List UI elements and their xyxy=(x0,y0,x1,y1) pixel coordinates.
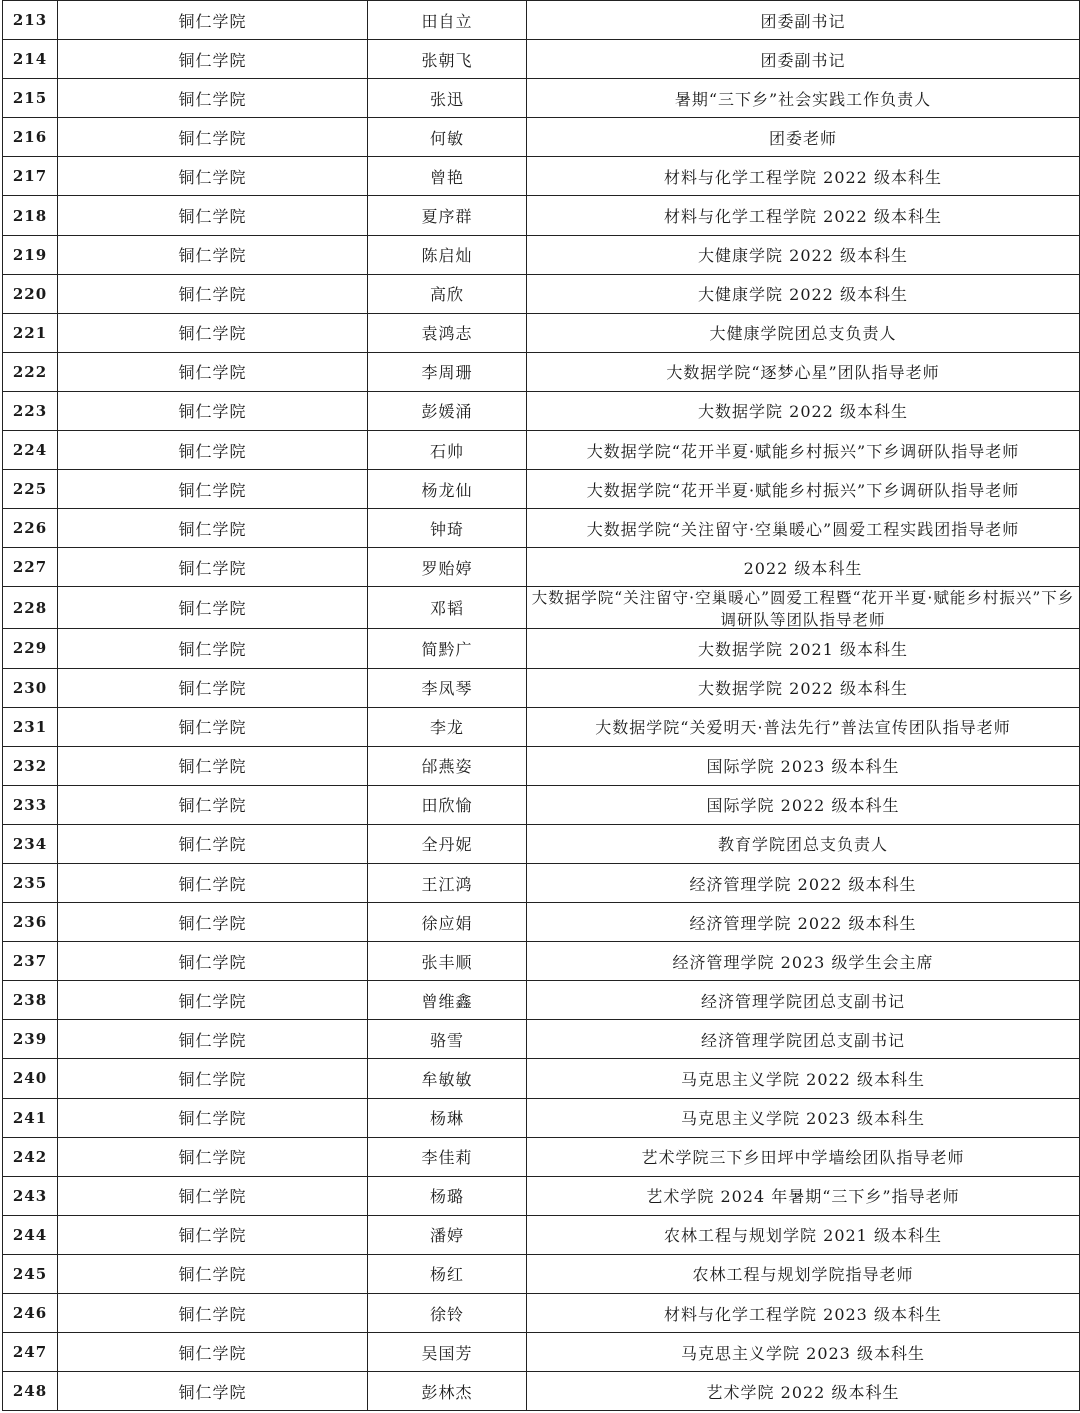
person-name-cell: 牟敏敏 xyxy=(368,1059,527,1098)
table-row xyxy=(3,431,1080,470)
row-number-cell: 238 xyxy=(3,981,58,1020)
school-cell: 铜仁学院 xyxy=(58,1098,368,1137)
person-name-cell: 罗贻婷 xyxy=(368,548,527,587)
school-cell: 铜仁学院 xyxy=(58,352,368,391)
school-cell: 铜仁学院 xyxy=(58,1333,368,1372)
row-number-cell: 240 xyxy=(3,1059,58,1098)
row-number-cell: 226 xyxy=(3,509,58,548)
school-cell: 铜仁学院 xyxy=(58,981,368,1020)
role-cell: 农林工程与规划学院 2021 级本科生 xyxy=(527,1215,1080,1254)
person-name-cell: 简黔广 xyxy=(368,629,527,668)
table-row xyxy=(3,629,1080,668)
row-number-cell: 241 xyxy=(3,1098,58,1137)
row-number-cell: 230 xyxy=(3,668,58,707)
table-row xyxy=(3,118,1080,157)
school-cell: 铜仁学院 xyxy=(58,274,368,313)
role-cell xyxy=(527,587,1080,629)
row-number-cell: 246 xyxy=(3,1294,58,1333)
table-row xyxy=(3,746,1080,785)
role-cell: 材料与化学工程学院 2022 级本科生 xyxy=(527,196,1080,235)
role-cell: 大数据学院 2022 级本科生 xyxy=(527,391,1080,430)
school-cell: 铜仁学院 xyxy=(58,548,368,587)
table-row xyxy=(3,548,1080,587)
table-row xyxy=(3,668,1080,707)
school-cell: 铜仁学院 xyxy=(58,313,368,352)
row-number-cell: 237 xyxy=(3,942,58,981)
row-number-cell: 239 xyxy=(3,1020,58,1059)
table-row xyxy=(3,1059,1080,1098)
person-name-cell: 张朝飞 xyxy=(368,40,527,79)
table-row xyxy=(3,274,1080,313)
row-number-cell: 214 xyxy=(3,40,58,79)
table-row xyxy=(3,1098,1080,1137)
table-row xyxy=(3,1215,1080,1254)
row-number-cell: 231 xyxy=(3,707,58,746)
table-row xyxy=(3,1333,1080,1372)
person-name-cell: 曾艳 xyxy=(368,157,527,196)
table-row xyxy=(3,1294,1080,1333)
row-number-cell: 215 xyxy=(3,79,58,118)
school-cell: 铜仁学院 xyxy=(58,942,368,981)
role-cell: 农林工程与规划学院指导老师 xyxy=(527,1254,1080,1293)
table-row xyxy=(3,470,1080,509)
person-name-cell: 曾维鑫 xyxy=(368,981,527,1020)
person-name-cell: 杨琳 xyxy=(368,1098,527,1137)
school-cell: 铜仁学院 xyxy=(58,1059,368,1098)
row-number-cell: 218 xyxy=(3,196,58,235)
person-name-cell: 田自立 xyxy=(368,1,527,40)
row-number-cell: 219 xyxy=(3,235,58,274)
school-cell: 铜仁学院 xyxy=(58,668,368,707)
row-number-cell: 234 xyxy=(3,824,58,863)
role-cell: 大健康学院 2022 级本科生 xyxy=(527,274,1080,313)
school-cell: 铜仁学院 xyxy=(58,470,368,509)
row-number-cell: 244 xyxy=(3,1215,58,1254)
role-cell: 团委老师 xyxy=(527,118,1080,157)
school-cell: 铜仁学院 xyxy=(58,509,368,548)
role-cell: 大数据学院“花开半夏·赋能乡村振兴”下乡调研队指导老师 xyxy=(527,470,1080,509)
role-cell: 大数据学院 2022 级本科生 xyxy=(527,668,1080,707)
person-name-cell: 陈启灿 xyxy=(368,235,527,274)
table-row xyxy=(3,981,1080,1020)
table-row xyxy=(3,863,1080,902)
role-text: 大数据学院“关注留守·空巢暖心”圆爱工程暨“花开半夏·赋能乡村振兴”下乡调研队等团队指导老师 xyxy=(531,589,1075,629)
school-cell: 铜仁学院 xyxy=(58,1137,368,1176)
row-number-cell: 217 xyxy=(3,157,58,196)
role-cell: 大数据学院“关注留守·空巢暖心”圆爱工程实践团指导老师 xyxy=(527,509,1080,548)
table-row xyxy=(3,587,1080,629)
row-number-cell: 242 xyxy=(3,1137,58,1176)
person-name-cell: 彭媛涌 xyxy=(368,391,527,430)
table-row xyxy=(3,196,1080,235)
role-cell: 艺术学院 2024 年暑期“三下乡”指导老师 xyxy=(527,1176,1080,1215)
person-name-cell: 石帅 xyxy=(368,431,527,470)
person-name-cell: 骆雪 xyxy=(368,1020,527,1059)
row-number-cell: 220 xyxy=(3,274,58,313)
person-name-cell: 全丹妮 xyxy=(368,824,527,863)
table-row xyxy=(3,509,1080,548)
table-row xyxy=(3,391,1080,430)
role-cell: 经济管理学院 2023 级学生会主席 xyxy=(527,942,1080,981)
school-cell: 铜仁学院 xyxy=(58,824,368,863)
role-cell: 经济管理学院团总支副书记 xyxy=(527,981,1080,1020)
school-cell: 铜仁学院 xyxy=(58,707,368,746)
role-cell: 材料与化学工程学院 2022 级本科生 xyxy=(527,157,1080,196)
role-cell: 大数据学院“花开半夏·赋能乡村振兴”下乡调研队指导老师 xyxy=(527,431,1080,470)
row-number-cell: 229 xyxy=(3,629,58,668)
school-cell: 铜仁学院 xyxy=(58,157,368,196)
row-number-cell: 221 xyxy=(3,313,58,352)
row-number-cell: 232 xyxy=(3,746,58,785)
table-row xyxy=(3,157,1080,196)
person-name-cell: 李佳莉 xyxy=(368,1137,527,1176)
person-name-cell: 夏序群 xyxy=(368,196,527,235)
school-cell: 铜仁学院 xyxy=(58,1215,368,1254)
role-cell: 大数据学院“逐梦心星”团队指导老师 xyxy=(527,352,1080,391)
school-cell: 铜仁学院 xyxy=(58,1176,368,1215)
school-cell: 铜仁学院 xyxy=(58,391,368,430)
person-name-cell: 田欣愉 xyxy=(368,785,527,824)
role-cell: 经济管理学院团总支副书记 xyxy=(527,1020,1080,1059)
school-cell: 铜仁学院 xyxy=(58,40,368,79)
school-cell: 铜仁学院 xyxy=(58,1020,368,1059)
person-name-cell: 钟琦 xyxy=(368,509,527,548)
school-cell: 铜仁学院 xyxy=(58,746,368,785)
school-cell: 铜仁学院 xyxy=(58,1,368,40)
person-name-cell: 袁鸿志 xyxy=(368,313,527,352)
row-number-cell: 224 xyxy=(3,431,58,470)
role-cell: 材料与化学工程学院 2023 级本科生 xyxy=(527,1294,1080,1333)
person-name-cell: 杨龙仙 xyxy=(368,470,527,509)
table-row xyxy=(3,79,1080,118)
person-name-cell: 张丰顺 xyxy=(368,942,527,981)
role-cell: 大数据学院 2021 级本科生 xyxy=(527,629,1080,668)
table-row xyxy=(3,785,1080,824)
role-cell: 团委副书记 xyxy=(527,40,1080,79)
table-row xyxy=(3,1176,1080,1215)
person-name-cell: 潘婷 xyxy=(368,1215,527,1254)
row-number-cell: 243 xyxy=(3,1176,58,1215)
role-cell: 大健康学院 2022 级本科生 xyxy=(527,235,1080,274)
school-cell: 铜仁学院 xyxy=(58,863,368,902)
school-cell: 铜仁学院 xyxy=(58,431,368,470)
school-cell: 铜仁学院 xyxy=(58,629,368,668)
row-number-cell: 213 xyxy=(3,1,58,40)
person-name-cell: 王江鸿 xyxy=(368,863,527,902)
table-row xyxy=(3,942,1080,981)
school-cell: 铜仁学院 xyxy=(58,1294,368,1333)
school-cell: 铜仁学院 xyxy=(58,1372,368,1411)
person-name-cell: 邰燕姿 xyxy=(368,746,527,785)
school-cell: 铜仁学院 xyxy=(58,235,368,274)
school-cell: 铜仁学院 xyxy=(58,79,368,118)
role-cell: 经济管理学院 2022 级本科生 xyxy=(527,863,1080,902)
role-cell: 经济管理学院 2022 级本科生 xyxy=(527,903,1080,942)
table-row xyxy=(3,235,1080,274)
school-cell: 铜仁学院 xyxy=(58,903,368,942)
role-cell: 大数据学院“关爱明天·普法先行”普法宣传团队指导老师 xyxy=(527,707,1080,746)
row-number-cell: 236 xyxy=(3,903,58,942)
person-name-cell: 邓韬 xyxy=(368,587,527,629)
row-number-cell: 216 xyxy=(3,118,58,157)
role-cell: 教育学院团总支负责人 xyxy=(527,824,1080,863)
table-row xyxy=(3,1137,1080,1176)
person-name-cell: 高欣 xyxy=(368,274,527,313)
table-row xyxy=(3,1,1080,40)
role-cell: 艺术学院三下乡田坪中学墙绘团队指导老师 xyxy=(527,1137,1080,1176)
person-name-cell: 张迅 xyxy=(368,79,527,118)
person-name-cell: 徐应娟 xyxy=(368,903,527,942)
person-name-cell: 杨璐 xyxy=(368,1176,527,1215)
person-name-cell: 李龙 xyxy=(368,707,527,746)
row-number-cell: 227 xyxy=(3,548,58,587)
school-cell: 铜仁学院 xyxy=(58,118,368,157)
role-cell: 暑期“三下乡”社会实践工作负责人 xyxy=(527,79,1080,118)
table-row xyxy=(3,1254,1080,1293)
row-number-cell: 235 xyxy=(3,863,58,902)
person-name-cell: 李凤琴 xyxy=(368,668,527,707)
role-cell: 艺术学院 2022 级本科生 xyxy=(527,1372,1080,1411)
row-number-cell: 228 xyxy=(3,587,58,629)
table-row xyxy=(3,1372,1080,1411)
roster-body xyxy=(3,1,1080,1411)
table-row xyxy=(3,824,1080,863)
person-name-cell: 彭林杰 xyxy=(368,1372,527,1411)
table-row xyxy=(3,1020,1080,1059)
school-cell: 铜仁学院 xyxy=(58,1254,368,1293)
role-cell: 2022 级本科生 xyxy=(527,548,1080,587)
table-row xyxy=(3,352,1080,391)
table-row xyxy=(3,40,1080,79)
table-row xyxy=(3,903,1080,942)
table-row xyxy=(3,707,1080,746)
person-name-cell: 徐铃 xyxy=(368,1294,527,1333)
role-cell: 马克思主义学院 2023 级本科生 xyxy=(527,1098,1080,1137)
school-cell: 铜仁学院 xyxy=(58,587,368,629)
table-row xyxy=(3,313,1080,352)
row-number-cell: 245 xyxy=(3,1254,58,1293)
role-cell: 大健康学院团总支负责人 xyxy=(527,313,1080,352)
row-number-cell: 222 xyxy=(3,352,58,391)
row-number-cell: 247 xyxy=(3,1333,58,1372)
role-cell: 马克思主义学院 2022 级本科生 xyxy=(527,1059,1080,1098)
role-cell: 团委副书记 xyxy=(527,1,1080,40)
role-cell: 马克思主义学院 2023 级本科生 xyxy=(527,1333,1080,1372)
person-name-cell: 杨红 xyxy=(368,1254,527,1293)
row-number-cell: 225 xyxy=(3,470,58,509)
person-name-cell: 吴国芳 xyxy=(368,1333,527,1372)
school-cell: 铜仁学院 xyxy=(58,785,368,824)
person-name-cell: 李周珊 xyxy=(368,352,527,391)
row-number-cell: 223 xyxy=(3,391,58,430)
row-number-cell: 233 xyxy=(3,785,58,824)
person-name-cell: 何敏 xyxy=(368,118,527,157)
row-number-cell: 248 xyxy=(3,1372,58,1411)
role-cell: 国际学院 2023 级本科生 xyxy=(527,746,1080,785)
school-cell: 铜仁学院 xyxy=(58,196,368,235)
roster-table xyxy=(2,0,1080,1411)
role-cell: 国际学院 2022 级本科生 xyxy=(527,785,1080,824)
